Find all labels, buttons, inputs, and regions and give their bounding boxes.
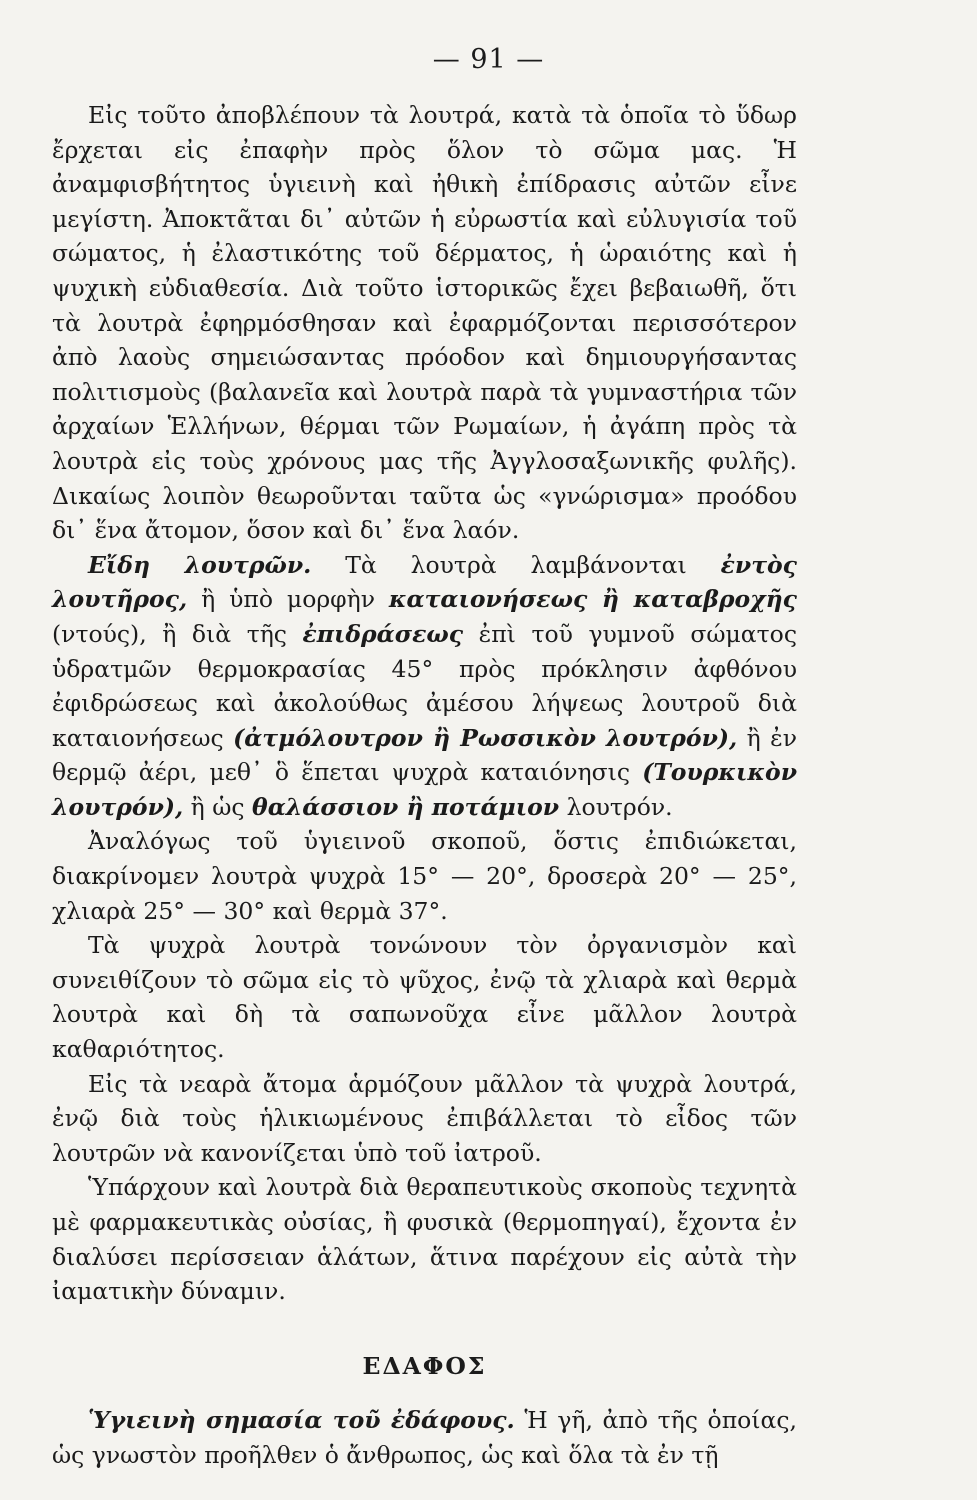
subheading-bath-types: Εἴδη λουτρῶν. xyxy=(88,550,312,579)
subheading-soil: Ὑγιεινὴ σημασία τοῦ ἐδάφους. xyxy=(88,1406,515,1435)
page-number: — 91 — xyxy=(432,44,545,75)
paragraph-young-elderly: Εἰς τὰ νεαρὰ ἄτομα ἁρμόζουν μᾶλλον τὰ ψυχρὰ λουτρά, ἐνῷ διὰ τοὺς ἡλικιωμένους ἐπιβάλλεται τὸ εἶδος τῶν λουτρῶν νὰ κανονίζεται ὑπὸ τοῦ ἰατροῦ. xyxy=(52,1069,797,1167)
body-text xyxy=(52,98,797,1473)
paragraph-bath-types: Εἴδη λουτρῶν. Τὰ λουτρὰ λαμβάνονται ἐντὸς λουτῆρος, ἢ ὑπὸ μορφὴν καταιονήσεως ἢ καταβροχῆς (ντούς), ἢ διὰ τῆς ἐπιδράσεως ἐπὶ τοῦ γυμνοῦ σώματος ὑδρατμῶν θερμοκρασίας 45° πρὸς πρόκλησιν ἀφθόνου ἐφιδρώσεως καὶ ἀκολούθως ἀμέσου λήψεως λουτροῦ διὰ καταιονήσεως (ἀτμόλουτρον ἢ Ρωσσικὸν λουτρόν), ἢ ἐν θερμῷ ἀέρι, μεθ᾿ ὃ ἕπεται ψυχρὰ καταιόνησις (Τουρκικὸν λουτρόν), ἢ ὡς θαλάσσιον ἢ ποτάμιον λουτρόν. xyxy=(52,550,797,821)
paragraph-baths: Εἰς τοῦτο ἀποβλέπουν τὰ λουτρά, κατὰ τὰ ὁποῖα τὸ ὕδωρ ἔρχεται εἰς ἐπαφὴν πρὸς ὅλον τὸ σῶμα μας. Ἡ ἀναμφισβήτητος ὑγιεινὴ καὶ ἠθικὴ ἐπίδρασις αὐτῶν εἶνε μεγίστη. Ἀποκτᾶται δι᾿ αὐτῶν ἡ εὐρωστία καὶ εὐλυγισία τοῦ σώματος, ἡ ἐλαστικότης τοῦ δέρματος, ἡ ὡραιότης καὶ ἡ ψυχικὴ εὐδιαθεσία. Διὰ τοῦτο ἱστορικῶς ἔχει βεβαιωθῆ, ὅτι τὰ λουτρὰ ἐφηρμόσθησαν καὶ ἐφαρμόζονται περισσότερον ἀπὸ λαοὺς σημειώσαντας πρόοδον καὶ δημιουργήσαντας πολιτισμοὺς (βαλανεῖα καὶ λουτρὰ παρὰ τὰ γυμναστήρια τῶν ἀρχαίων Ἑλλήνων, θέρμαι τῶν Ρωμαίων, ἡ ἀγάπη πρὸς τὰ λουτρὰ εἰς τοὺς χρόνους μας τῆς Ἀγγλοσαξωνικῆς φυλῆς). Δικαίως λοιπὸν θεωροῦνται ταῦτα ὡς «γνώρισμα» προόδου δι᾿ ἕνα ἄτομον, ὅσον καὶ δι᾿ ἕνα λαόν. xyxy=(52,101,797,545)
paragraph-soil: Ὑγιεινὴ σημασία τοῦ ἐδάφους. Ἡ γῆ, ἀπὸ τῆς ὁποίας, ὡς γνωστὸν προῆλθεν ὁ ἄνθρωπος, ὡς καὶ ὅλα τὰ ἐν τῇ xyxy=(52,1406,797,1469)
paragraph-temperatures: Ἀναλόγως τοῦ ὑγιεινοῦ σκοποῦ, ὅστις ἐπιδιώκεται, διακρίνομεν λουτρὰ ψυχρὰ 15° — 20°, δροσερὰ 20° — 25°, χλιαρὰ 25° — 30° καὶ θερμὰ 37°. xyxy=(52,827,797,925)
paragraph-therapeutic: Ὑπάρχουν καὶ λουτρὰ διὰ θεραπευτικοὺς σκοποὺς τεχνητὰ μὲ φαρμακευτικὰς οὐσίας, ἢ φυσικὰ (θερμοπηγαί), ἔχοντα ἐν διαλύσει περίσσειαν ἁλάτων, ἅτινα παρέχουν εἰς αὐτὰ τὴν ἰαματικὴν δύναμιν. xyxy=(52,1173,797,1306)
paragraph-cold-baths: Τὰ ψυχρὰ λουτρὰ τονώνουν τὸν ὀργανισμὸν καὶ συνειθίζουν τὸ σῶμα εἰς τὸ ψῦχος, ἐνῷ τὰ χλιαρὰ καὶ θερμὰ λουτρὰ καὶ δὴ τὰ σαπωνοῦχα εἶνε μᾶλλον λουτρὰ καθαριότητος. xyxy=(52,931,797,1064)
section-title: ΕΔΑΦΟΣ xyxy=(362,1351,487,1380)
